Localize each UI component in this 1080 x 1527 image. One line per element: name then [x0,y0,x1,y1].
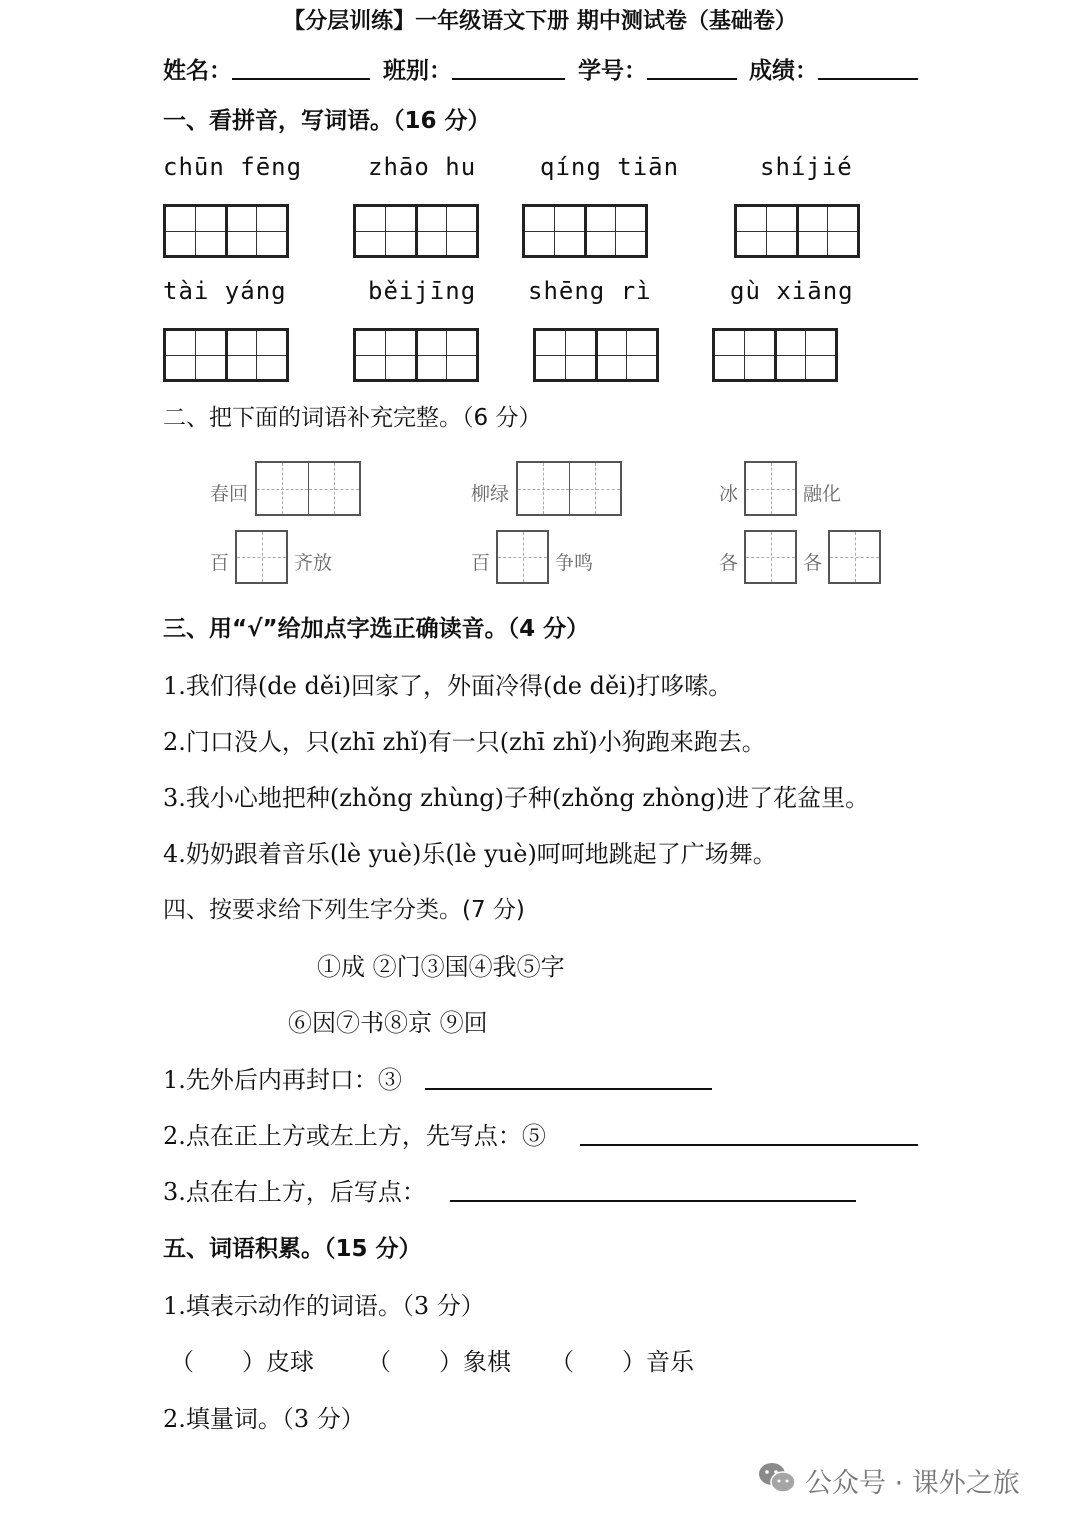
subquestion: 2.填量词。（3 分） [163,1405,365,1433]
writing-grid[interactable] [163,204,289,258]
idiom-word: 争鸣 [555,552,594,574]
writing-grid[interactable] [522,204,648,258]
student-id-blank[interactable] [647,78,737,80]
pinyin-item: shēng rì [528,277,652,305]
wechat-icon [757,1461,797,1495]
subquestion: 1.填表示动作的词语。（3 分） [163,1292,485,1320]
pinyin-item: zhāo hu [368,153,477,181]
question-item: 2.门口没人，只(zhī zhǐ)有一只(zhī zhǐ)小狗跑来跑去。 [163,728,766,756]
answer-blank[interactable] [450,1200,856,1202]
fill-blank-item: （ ）皮球 [170,1348,314,1376]
idiom-blank-box[interactable] [516,461,622,516]
question-item: 4.奶奶跟着音乐(lè yuè)乐(lè yuè)呵呵地跳起了广场舞。 [163,840,777,868]
idiom-blank-box[interactable] [496,530,549,584]
idiom-blank-box[interactable] [255,461,361,516]
answer-blank[interactable] [425,1088,712,1090]
idiom-word: 各 [803,552,823,574]
writing-grid[interactable] [353,204,479,258]
pinyin-item: gù xiāng [730,277,854,305]
idiom-blank-box[interactable] [744,461,797,516]
answer-blank[interactable] [580,1144,918,1146]
question-item: 1.先外后内再封口：③ [163,1066,402,1094]
writing-grid[interactable] [734,204,860,258]
question-item: 3.点在右上方，后写点： [163,1178,426,1206]
writing-grid[interactable] [712,328,838,382]
writing-grid[interactable] [533,328,659,382]
score-label: 成绩： [749,58,818,84]
idiom-word: 百 [210,552,230,574]
question-item: 3.我小心地把种(zhǒng zhùng)子种(zhǒng zhòng)进了花盆里。 [163,784,870,812]
page-title: 【分层训练】一年级语文下册 期中测试卷（基础卷） [283,9,797,34]
fill-blank-item: （ ）音乐 [550,1348,694,1376]
question-item: 2.点在正上方或左上方，先写点：⑤ [163,1122,546,1150]
name-blank[interactable] [232,78,370,80]
character-list: ①成 ②门③国④我⑤字 [317,953,565,981]
watermark-text: 公众号 · 课外之旅 [805,1468,1020,1499]
section-3-heading: 三、用“√”给加点字选正确读音。（4 分） [163,616,590,642]
idiom-word: 齐放 [294,552,333,574]
idiom-word: 融化 [803,483,842,505]
question-item: 1.我们得(de děi)回家了，外面冷得(de děi)打哆嗦。 [163,672,733,700]
section-5-heading: 五、词语积累。（15 分） [163,1236,422,1262]
pinyin-item: běijīng [368,277,477,305]
writing-grid[interactable] [353,328,479,382]
name-label: 姓名： [163,58,232,84]
idiom-word: 百 [471,552,491,574]
idiom-word: 各 [719,552,739,574]
class-label: 班别： [383,58,452,84]
pinyin-item: tài yáng [163,277,287,305]
idiom-word: 柳绿 [471,483,510,505]
section-4-heading: 四、按要求给下列生字分类。(7 分) [163,897,525,923]
score-blank[interactable] [818,78,918,80]
pinyin-item: chūn fēng [163,153,303,181]
character-list: ⑥因⑦书⑧京 ⑨回 [288,1009,488,1037]
idiom-word: 冰 [719,483,739,505]
idiom-blank-box[interactable] [744,530,797,584]
fill-blank-item: （ ）象棋 [367,1348,511,1376]
writing-grid[interactable] [163,328,289,382]
section-1-heading: 一、看拼音，写词语。（16 分） [163,108,491,134]
pinyin-item: qíng tiān [540,153,680,181]
student-id-label: 学号： [578,58,647,84]
idiom-blank-box[interactable] [235,530,288,584]
pinyin-item: shíjié [760,153,853,181]
idiom-blank-box[interactable] [828,530,881,584]
class-blank[interactable] [452,78,565,80]
idiom-word: 春回 [210,483,249,505]
section-2-heading: 二、把下面的词语补充完整。（6 分） [163,405,542,431]
